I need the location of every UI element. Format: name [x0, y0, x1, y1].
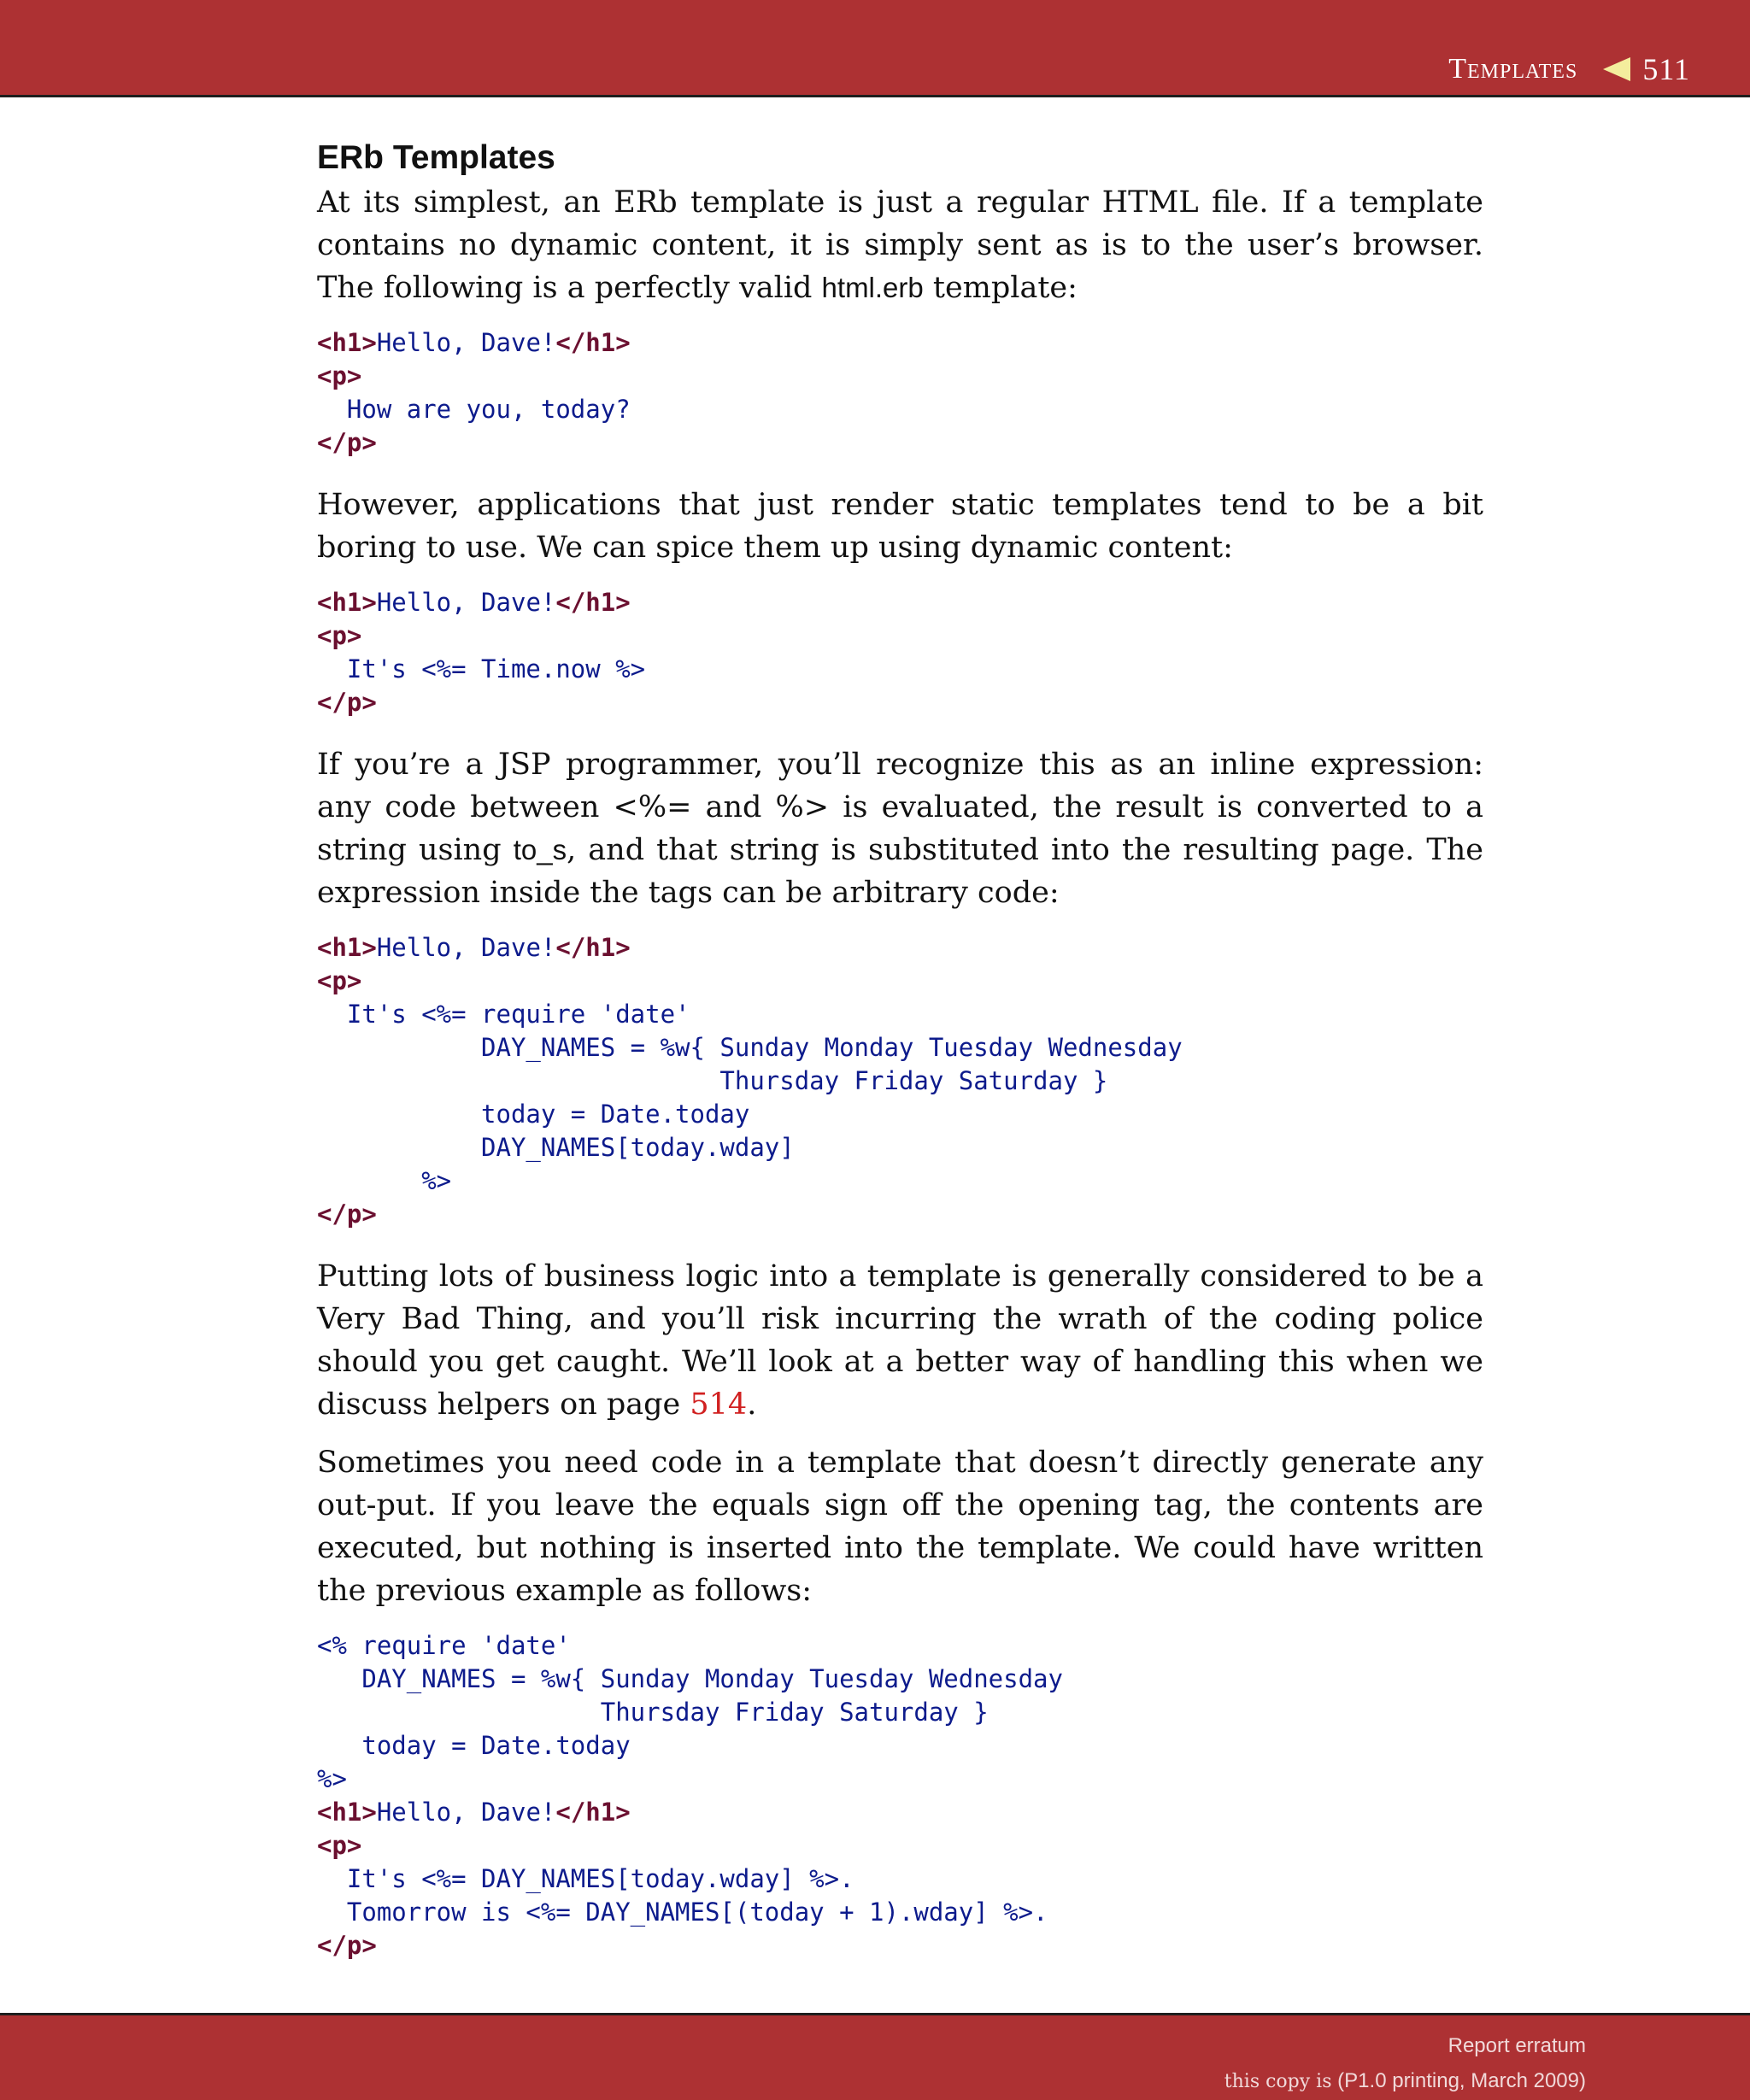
page-content — [317, 137, 1483, 1986]
copy-prefix: this copy is — [1224, 2071, 1332, 2092]
copy-info — [1224, 2068, 1586, 2093]
page-header — [0, 0, 1750, 97]
code-text: How are you, today? — [317, 395, 631, 424]
code-example-no-output — [317, 1629, 1483, 1962]
code-tag: <h1> — [317, 933, 377, 962]
page-number: 511 — [1642, 52, 1690, 86]
paragraph-intro — [317, 181, 1483, 309]
paragraph-text: , and that string is substituted into the resulting page. The expression inside the tags can be arbitrary code: — [317, 833, 1483, 910]
code-tag: </h1> — [555, 588, 631, 617]
code-text: <% require 'date' DAY_NAMES = %w{ Sunday Monday Tuesday Wednesday Thursday Friday Saturday } today = Date.today %> — [317, 1631, 1063, 1793]
page-link[interactable]: 514 — [690, 1387, 748, 1422]
code-text: Hello, Dave! — [376, 933, 556, 962]
copy-detail: (P1.0 printing, March 2009) — [1331, 2069, 1586, 2092]
code-tag: </p> — [317, 688, 377, 717]
code-tag: <h1> — [317, 1798, 377, 1827]
code-example-arbitrary — [317, 931, 1483, 1231]
code-text: Hello, Dave! — [376, 1798, 556, 1827]
code-tag: </h1> — [555, 1798, 631, 1827]
code-tag: <h1> — [317, 328, 377, 357]
code-tag: <h1> — [317, 588, 377, 617]
code-tag: </p> — [317, 1200, 377, 1229]
inline-code-filename: html.erb — [821, 272, 924, 303]
code-text: Hello, Dave! — [376, 328, 556, 357]
code-tag: <p> — [317, 966, 362, 995]
code-tag: <p> — [317, 361, 362, 390]
code-text: Hello, Dave! — [376, 588, 556, 617]
paragraph-no-output: Sometimes you need code in a template that doesn’t directly generate any out-put. If you leave the equals sign off the opening tag, the contents are executed, but nothing is inserted into the template. We could have written the previous example as follows: — [317, 1446, 1483, 1608]
section-title: Templates — [1448, 53, 1578, 85]
section-heading: ERb Templates — [317, 139, 555, 176]
page-footer — [0, 2013, 1750, 2100]
paragraph-text: If you’re a JSP programmer, you’ll recognize this as an inline expression: any code between <%= and %> is evaluated, the result is converted to a string using — [317, 748, 1483, 867]
paragraph-text: Putting lots of business logic into a template is generally considered to be a Very Bad Thing, and you’ll risk incurring the wrath of the coding police should you get caught. We’ll look at a better way of handling this when we discuss helpers on page — [317, 1259, 1483, 1422]
inline-code-method: to_s — [513, 834, 567, 865]
previous-arrow-icon[interactable] — [1603, 57, 1630, 81]
paragraph-text: . — [747, 1387, 757, 1422]
code-text: It's <%= DAY_NAMES[today.wday] %>. Tomorrow is <%= DAY_NAMES[(today + 1).wday] %>. — [346, 1864, 1048, 1927]
paragraph-text: template: — [923, 271, 1078, 305]
code-example-static — [317, 326, 1483, 460]
code-tag: </p> — [317, 1931, 377, 1960]
code-example-dynamic — [317, 586, 1483, 719]
code-tag: </h1> — [555, 933, 631, 962]
code-tag: </h1> — [555, 328, 631, 357]
paragraph-business-logic — [317, 1255, 1483, 1426]
report-erratum-link[interactable]: Report erratum — [1448, 2034, 1586, 2057]
paragraph-jsp — [317, 743, 1483, 914]
code-tag: </p> — [317, 428, 377, 457]
code-text: It's <%= Time.now %> — [317, 654, 646, 683]
code-text: It's <%= require 'date' DAY_NAMES = %w{ Sunday Monday Tuesday Wednesday Thursday Friday Saturday } today = Date.today DAY_NAMES[today.wday] %> — [346, 1000, 1183, 1195]
paragraph-dynamic: However, applications that just render static templates tend to be a bit boring to use. We can spice them up using dynamic content: — [317, 488, 1483, 565]
paragraph-text: At its simplest, an ERb template is just a regular HTML file. If a template contains no dynamic content, it is simply sent as is to the user’s browser. The following is a perfectly valid — [317, 185, 1483, 305]
code-tag: <p> — [317, 621, 362, 650]
code-tag: <p> — [317, 1831, 362, 1860]
header-nav — [1448, 51, 1690, 87]
